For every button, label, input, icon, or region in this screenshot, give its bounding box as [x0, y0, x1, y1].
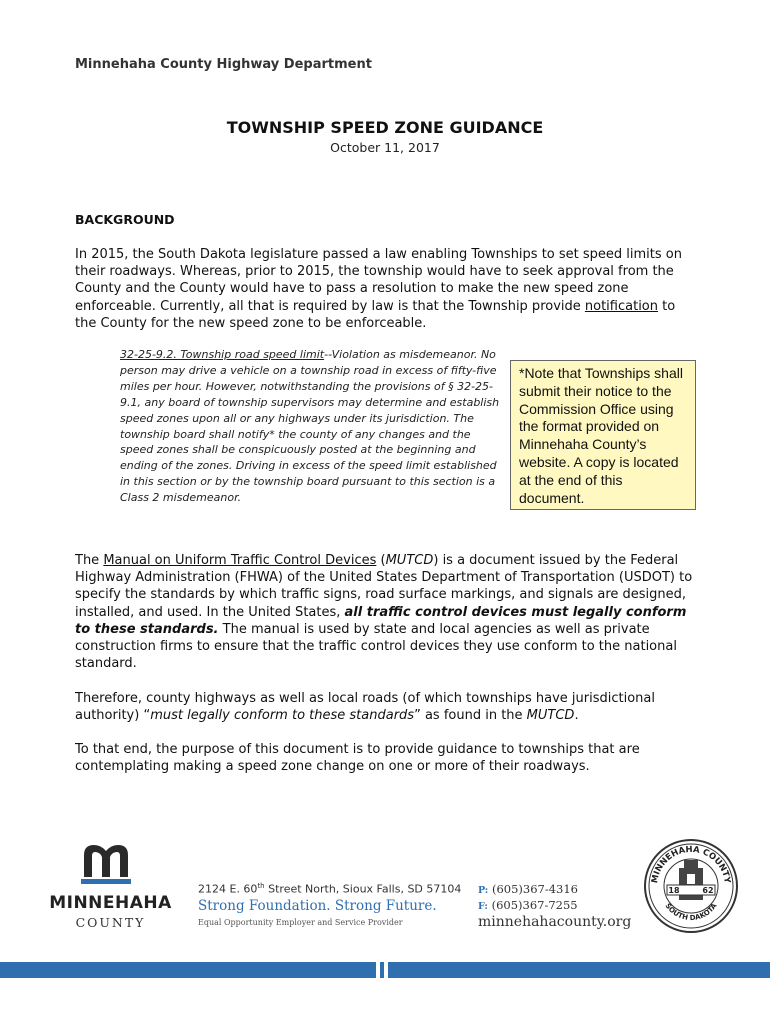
- therefore-end: .: [574, 708, 579, 724]
- therefore-mid: ” as found in the: [414, 708, 527, 724]
- footer-bar-notch: [384, 962, 388, 978]
- fax-label: F:: [478, 901, 488, 912]
- seal-top-text: MINNEHAHA COUNTY: [649, 844, 732, 885]
- logo-name: MINNEHAHA: [49, 893, 172, 913]
- background-paragraph: [75, 246, 695, 332]
- mutcd-end: The manual is used by state and local agencies as well as private construction firms to ensure that the traffic control devices they use conform to the national standard.: [75, 621, 677, 672]
- document-date: October 11, 2017: [330, 140, 440, 155]
- therefore-quote: must legally conform to these standards: [150, 708, 415, 724]
- page-title: TOWNSHIP SPEED ZONE GUIDANCE: [226, 118, 544, 137]
- footer-eeo: Equal Opportunity Employer and Service Provider: [198, 918, 403, 927]
- seal-year-right: 62: [702, 886, 714, 895]
- footer-website[interactable]: minnehahacounty.org: [478, 914, 632, 930]
- mutcd-open: (: [376, 553, 386, 568]
- footer-bar-notch: [376, 962, 380, 978]
- statute-reference: 32-25-9.2. Township road speed limit: [120, 348, 325, 361]
- statute-text: --Violation as misdemeanor. No person may drive a vehicle on a township road in excess of fifty-five miles per hour. However, notwithstanding the provisions of § 32-25-9.1, any board of township supervisors may determine and establish speed zones upon all or any highways under its jurisdiction. The township board shall notify* the county of any changes and the speed zones shall be conspicuously posted at the beginning and ending of the zones. Driving in excess of the speed limit established in this section or by the township board pursuant to this section is a Class 2 misdemeanor.: [120, 348, 500, 505]
- footer-bar: [0, 962, 770, 978]
- county-logo-icon: [80, 843, 132, 885]
- mutcd-emphasis: all traffic control devices must legally conform to these standards.: [75, 604, 687, 637]
- mutcd-mid: ) is a document issued by the Federal Highway Administration (FHWA) of the United States Department of Transportation (USDOT) to specify the standards by which traffic signs, road surface markings, and signals are designed, installed, and used. In the United States,: [75, 553, 693, 620]
- notification-text: notification: [584, 298, 658, 314]
- background-heading: BACKGROUND: [75, 212, 175, 227]
- footer-phone: [478, 882, 578, 896]
- seal-bottom-text: SOUTH DAKOTA: [663, 901, 719, 923]
- phone-number: (605)367-4316: [488, 882, 578, 896]
- logo-county: COUNTY: [75, 915, 146, 930]
- county-logo: [48, 843, 173, 933]
- department-name: Minnehaha County Highway Department: [75, 57, 372, 72]
- footer-tagline: Strong Foundation. Strong Future.: [198, 898, 437, 914]
- mutcd-manual-link[interactable]: Manual on Uniform Traffic Control Devices: [103, 553, 377, 568]
- therefore-paragraph: [75, 690, 695, 724]
- note-box: *Note that Townships shall submit their notice to the Commission Office using the format provided on Minnehaha County’s website. A copy is located at the end of this document.: [510, 360, 696, 510]
- seal-year-left: 18: [668, 886, 680, 895]
- fax-number: (605)367-7255: [487, 898, 578, 912]
- footer-address: [198, 882, 461, 896]
- statute-quote: [120, 347, 505, 506]
- therefore-start: Therefore, county highways as well as local roads (of which townships have jurisdictional authority) “: [75, 691, 655, 724]
- mutcd-the: The: [75, 553, 104, 568]
- footer-fax: [478, 898, 578, 912]
- mutcd-paragraph: [75, 552, 695, 672]
- p1-text-end: to the County for the new speed zone to be enforceable.: [75, 298, 676, 331]
- address-part: 2124 E. 60: [198, 882, 258, 896]
- mutcd-abbr: MUTCD: [385, 553, 434, 568]
- therefore-abbr: MUTCD: [526, 708, 575, 724]
- address-sup: th: [257, 882, 265, 890]
- address-part2: Street North, Sioux Falls, SD 57104: [264, 882, 462, 896]
- county-seal-icon: [643, 838, 739, 934]
- phone-label: P:: [478, 885, 489, 896]
- purpose-paragraph: To that end, the purpose of this document is to provide guidance to townships that are contemplating making a speed zone change on one or more of their roadways.: [75, 742, 640, 775]
- p1-text-start: In 2015, the South Dakota legislature passed a law enabling Townships to set speed limits on their roadways. Whereas, prior to 2015, the township would have to seek approval from the County and the County would have to pass a resolution to make the new speed zone enforceable. Currently, all that is required by law is that the Township provide: [75, 247, 682, 314]
